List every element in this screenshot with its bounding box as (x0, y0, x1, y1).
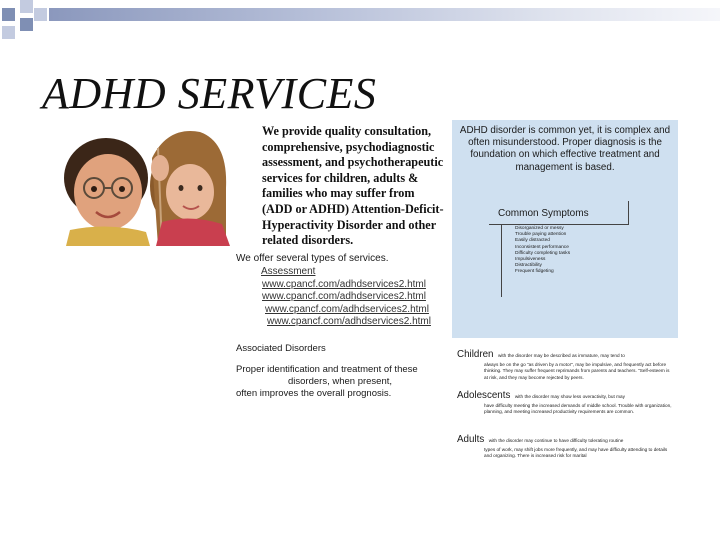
services-link[interactable]: www.cpancf.com/adhdservices2.html (262, 278, 426, 290)
adolescents-text-first: with the disorder may show less overactivity, but may (514, 394, 625, 399)
adults-section (457, 429, 672, 460)
children-section (457, 344, 672, 381)
prognosis-line: disorders, when present, (288, 375, 393, 387)
decorative-square (34, 8, 47, 21)
panel-paragraph: ADHD disorder is common yet, it is complex and often misunderstood. Proper diagnosis is the foundation on which effective treatment and management is based. (459, 125, 671, 173)
page-title: ADHD SERVICES (42, 69, 377, 118)
services-offer-section (236, 253, 451, 328)
symptom-item: Impulsiveness (515, 257, 546, 263)
children-text-first: with the disorder may be described as immature, may tend to (497, 353, 625, 358)
header-gradient-bar (49, 8, 720, 21)
decorative-square (20, 18, 33, 31)
prognosis-line: Proper identification and treatment of these (236, 364, 418, 375)
symptom-item: Difficulty completing tasks (515, 250, 571, 256)
assessment-link[interactable]: Assessment (261, 266, 316, 278)
symptom-item: Distractibility (515, 263, 542, 269)
decorative-square (20, 0, 33, 13)
adults-text-first: with the disorder may continue to have difficulty tolerating routine (488, 438, 624, 443)
associated-disorders-heading: Associated Disorders (236, 343, 326, 354)
children-photo (40, 118, 240, 246)
symptom-item: Inconsistent performance (515, 244, 569, 250)
adults-text: types of work, may shift jobs more frequently, and may have difficulty attending to details and organizing. There is increased risk for marital (484, 447, 668, 459)
services-heading: We offer several types of services. (236, 253, 389, 264)
prognosis-paragraph (236, 364, 451, 399)
children-illustration (40, 118, 240, 246)
symptom-item: Disorganized or messy (515, 226, 564, 231)
adolescents-text: have difficulty meeting the increased demands of middle school. Trouble with organization, planning, and meeting increased productivity requirements are common. (484, 403, 672, 415)
children-text: always be on the go "as driven by a motor", may be impulsive, and frequently act before thinking. They may suffer frequent reprimands from parents and teachers. "Self-esteem is at risk, and they may become rejected by peers. (484, 362, 670, 380)
adolescents-section (457, 385, 672, 416)
prognosis-line: often improves the overall prognosis. (236, 387, 392, 399)
adults-heading: Adults (457, 434, 485, 445)
symptoms-title: Common Symptoms (498, 208, 589, 219)
services-link[interactable]: www.cpancf.com/adhdservices2.html (267, 316, 431, 328)
decorative-square (2, 8, 15, 21)
symptom-item: Frequent fidgeting (515, 269, 554, 275)
children-heading: Children (457, 349, 494, 360)
services-link[interactable]: www.cpancf.com/adhdservices2.html (265, 303, 429, 315)
adolescents-heading: Adolescents (457, 390, 511, 401)
symptom-item: Easily distracted (515, 238, 550, 244)
symptoms-list (515, 226, 570, 276)
symptoms-connector (501, 225, 502, 297)
symptom-item: Trouble paying attention (515, 232, 567, 238)
services-link[interactable]: www.cpancf.com/adhdservices2.html (262, 291, 426, 303)
intro-paragraph: We provide quality consultation, comprehensive, psychodiagnostic assessment, and psychotherapeutic services for children, adults & families who may suffer from (ADD or ADHD) Attention-Deficit-Hyperactivity Disorder and other related disorders. (262, 124, 444, 248)
decorative-square (2, 26, 15, 39)
